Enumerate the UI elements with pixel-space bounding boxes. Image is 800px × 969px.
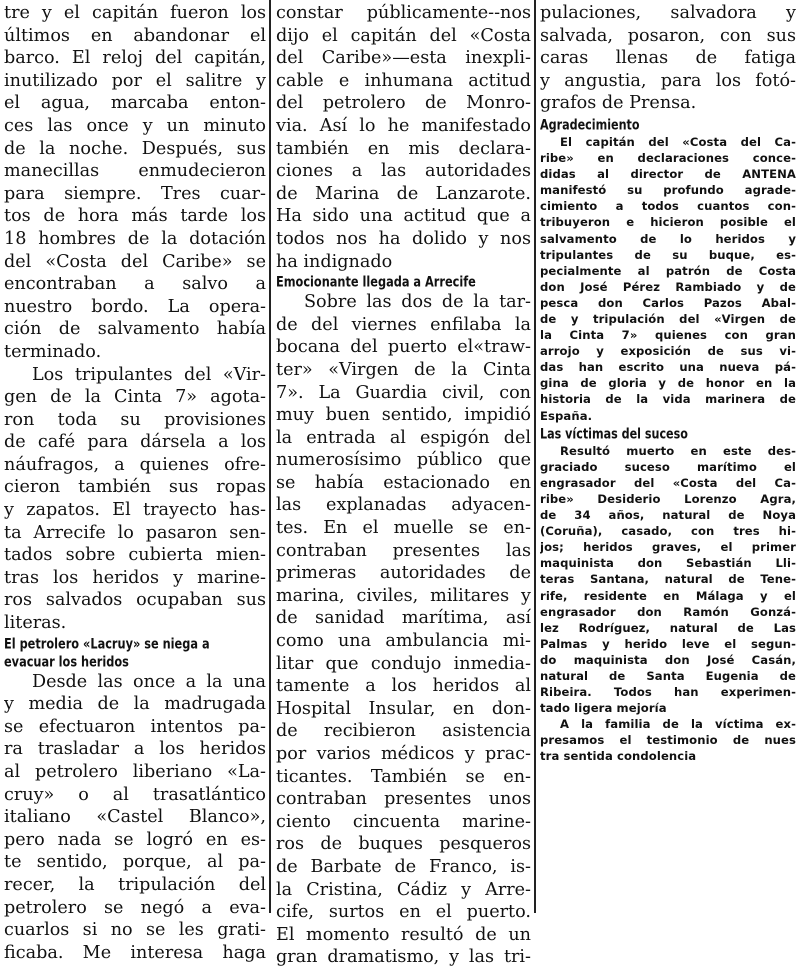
column-rule	[534, 0, 536, 913]
text-line: constar públicamente--nos	[276, 3, 531, 23]
text-line: ción de salvamento había	[4, 319, 266, 340]
text-line: de la noche. Después, sus	[4, 138, 266, 159]
section-heading: El petrolero «Lacruy» se niega a	[4, 634, 210, 652]
text-line: ficaba. Me interesa haga	[4, 942, 266, 963]
text-line: pulaciones, salvadora y	[540, 3, 796, 23]
text-line: didas al director de ANTENA	[540, 167, 796, 182]
text-line: tras los heridos y marine-	[4, 567, 266, 588]
text-line: Desde las once a la una	[32, 671, 266, 692]
column-2	[276, 2, 531, 969]
text-line: via. Así lo he manifestado	[276, 115, 531, 136]
text-line: gina de gloria y de honor en la	[540, 376, 796, 391]
text-line: se efectuaron intentos pa-	[4, 716, 266, 737]
text-line: grafos de Prensa.	[540, 93, 697, 114]
text-line: primeras autoridades de	[276, 563, 531, 584]
text-line: todos nos ha dolido y nos	[276, 228, 531, 249]
text-line: y zapatos. El trayecto has-	[4, 500, 266, 521]
text-line: últimos en abandonar el	[4, 25, 266, 46]
text-line: presamos el testimonio de nues	[540, 733, 796, 748]
text-line: España.	[540, 408, 593, 423]
text-line: cable e inhumana actitud	[276, 70, 531, 91]
text-line: petrolero se negó a eva-	[4, 897, 266, 918]
text-line: por varios médicos y prac-	[276, 744, 531, 764]
text-line: contraban presentes las	[276, 540, 531, 561]
text-line: las explanadas adyacen-	[276, 495, 531, 516]
text-line: literas.	[4, 613, 67, 634]
text-line: la entrada al espigón del	[276, 427, 531, 448]
text-line: teras Santana, natural de Tene-	[540, 572, 796, 587]
text-line: tamente a los heridos al	[276, 676, 531, 697]
text-line: de del viernes enfilaba la	[276, 314, 531, 335]
text-line: muy buen sentido, impidió	[276, 405, 531, 426]
text-line: don José Pérez Rambiado y de	[540, 279, 796, 294]
text-line: dijo el capitán del «Costa	[276, 25, 531, 46]
text-line: ribe» en declaraciones conce-	[540, 151, 796, 166]
text-line: (Coruña), casado, con tres hi-	[540, 524, 796, 539]
text-line: tribuyeron e hicieron posible el	[540, 215, 796, 230]
text-line: de sanidad marítima, así	[276, 608, 531, 629]
text-line: ra trasladar a los heridos	[4, 739, 266, 760]
text-line: también en mis declara-	[276, 138, 531, 159]
text-line: del petrolero de Monro-	[276, 93, 531, 114]
text-line: numerosísimo público que	[276, 450, 531, 471]
text-line: manifestó su profundo agrade-	[540, 183, 796, 198]
text-line: Hospital Insular, en don-	[276, 698, 531, 719]
text-line: inutilizado por el salitre y	[4, 70, 266, 91]
text-line: historia de la vida marinera de	[540, 392, 796, 407]
text-line: como una ambulancia mi-	[276, 631, 531, 652]
column-3	[540, 2, 796, 765]
text-line: rife, residente en Málaga y el	[540, 588, 796, 603]
text-line: A la familia de la víctima ex-	[560, 717, 796, 732]
text-line: el agua, marcaba enton-	[4, 93, 266, 114]
text-line: manecillas enmudecieron	[4, 161, 266, 182]
text-line: Resultó muerto en este des-	[560, 443, 796, 458]
text-line: recer, la tripulación del	[4, 874, 266, 895]
text-line: engrasador del «Costa del Ca-	[540, 475, 796, 490]
text-line: das han escrito una nueva pá-	[540, 360, 796, 375]
text-line: natural de Santa Eugenia de	[540, 668, 796, 683]
text-line: italiano «Castel Blanco»,	[4, 807, 266, 828]
text-line: del Caribe»—esta inexpli-	[276, 48, 531, 69]
text-line: ros de buques pesqueros	[276, 834, 531, 855]
text-line: tes. En el muelle se en-	[276, 518, 531, 539]
text-line: barco. El reloj del capitán,	[4, 48, 266, 69]
text-line: y media de la madrugada	[4, 694, 266, 715]
text-line: cuarlos si no se les grati-	[4, 920, 266, 941]
text-line: litar que condujo inmedia-	[276, 653, 531, 674]
text-line: ticantes. También se en-	[276, 766, 531, 787]
text-line: del «Costa del Caribe» se	[4, 251, 266, 272]
text-line: se había estacionado en	[276, 472, 531, 493]
text-line: ces las once y un minuto	[4, 115, 266, 136]
text-line: Los tripulantes del «Vir-	[32, 364, 266, 385]
text-line: tra sentida condolencia	[540, 749, 697, 764]
text-line: de Barbate de Franco, is-	[276, 856, 531, 877]
text-line: ta Arrecife lo pasaron sen-	[4, 522, 266, 543]
text-line: de y tripulación del «Virgen de	[540, 312, 796, 326]
column-rule	[269, 0, 271, 913]
text-line: pero nada se logró en es-	[4, 829, 266, 850]
text-line: lez Rodríguez, natural de Las	[540, 620, 796, 635]
text-line: de 34 años, natural de Noya	[540, 508, 796, 523]
text-line: cimiento a todos cuantos con-	[540, 199, 796, 214]
text-line: Palmas y herido leve el segun-	[540, 636, 796, 651]
text-line: terminado.	[4, 341, 102, 362]
section-heading: Emocionante llegada a Arrecife	[276, 272, 476, 291]
text-line: nuestro bordo. La opera-	[4, 296, 266, 317]
text-line: ciento cincuenta marine-	[276, 811, 531, 832]
text-line: maquinista don Sebastián Lli-	[540, 556, 796, 571]
section-heading: Agradecimiento	[540, 115, 640, 134]
text-line: tripulantes de su buque, es-	[540, 247, 796, 262]
text-line: cife, surtos en el puerto.	[276, 902, 531, 923]
text-line: ter» «Virgen de la Cinta	[276, 359, 531, 380]
text-line: gran dramatismo, y las tri-	[276, 947, 531, 968]
text-line: de Marina de Lanzarote.	[276, 183, 531, 204]
text-line: Ha sido una actitud que a	[276, 206, 531, 227]
text-line: al petrolero liberiano «La-	[4, 762, 266, 782]
text-line: Ribeira. Todos han experimen-	[540, 685, 796, 700]
text-line: para siempre. Tres cuar-	[4, 183, 266, 204]
text-line: pecialmente al patrón de Costa	[540, 263, 796, 278]
text-line: contraban presentes unos	[276, 789, 531, 810]
text-line: caras llenas de fatiga	[540, 48, 796, 69]
text-line: arrojo y exposición de sus vi-	[540, 344, 796, 359]
text-line: pesca don Carlos Pazos Abal-	[540, 295, 796, 310]
text-line: 7». La Guardia civil, con	[276, 382, 531, 403]
text-line: náufragos, a quienes ofre-	[4, 454, 266, 475]
text-line: la Cinta 7» quienes con gran	[540, 328, 796, 343]
text-line: tre y el capitán fueron los	[4, 3, 266, 23]
section-heading: Las víctimas del suceso	[540, 424, 688, 442]
text-line: cieron también sus ropas	[4, 477, 266, 498]
text-line: bocana del puerto el«traw-	[276, 337, 531, 358]
text-line: ribe» Desiderio Lorenzo Agra,	[540, 491, 796, 506]
section-heading: evacuar los heridos	[4, 652, 129, 670]
text-line: Sobre las dos de la tar-	[304, 292, 531, 313]
text-line: El capitán del «Costa del Ca-	[560, 134, 796, 149]
text-line: do maquinista don José Casán,	[540, 652, 796, 667]
text-line: salvamento de lo heridos y	[540, 231, 796, 246]
text-line: salvada, posaron, con sus	[540, 25, 796, 46]
text-line: ros salvados ocupaban sus	[4, 590, 266, 611]
text-line: ha indignado	[276, 251, 393, 272]
text-line: ron toda su provisiones	[4, 409, 266, 430]
text-line: ciones a las autoridades	[276, 161, 531, 182]
text-line: engrasador don Ramón Gonzá-	[540, 604, 796, 619]
text-line: tos de hora más tarde los	[4, 206, 266, 227]
text-line: jos; heridos graves, el primer	[540, 540, 796, 555]
text-line: la Cristina, Cádiz y Arre-	[276, 879, 531, 900]
text-line: de recibieron asistencia	[276, 721, 531, 742]
text-line: El momento resultó de un	[276, 924, 531, 945]
column-1	[4, 2, 266, 964]
text-line: tados sobre cubierta mien-	[4, 545, 266, 566]
text-line: cruy» o al trasatlántico	[4, 784, 266, 805]
text-line: marina, civiles, militares y	[276, 585, 531, 606]
text-line: 18 hombres de la dotación	[4, 228, 266, 249]
text-line: y angustia, para los fotó-	[540, 70, 796, 91]
text-line: tado ligera mejoría	[540, 701, 667, 716]
text-line: de café para dársela a los	[4, 432, 266, 453]
text-line: graciado suceso marítimo el	[540, 459, 796, 474]
text-line: te sentido, porque, al pa-	[4, 852, 266, 873]
text-line: encontraban a salvo a	[4, 274, 266, 295]
text-line: gen de la Cinta 7» agota-	[4, 387, 266, 408]
